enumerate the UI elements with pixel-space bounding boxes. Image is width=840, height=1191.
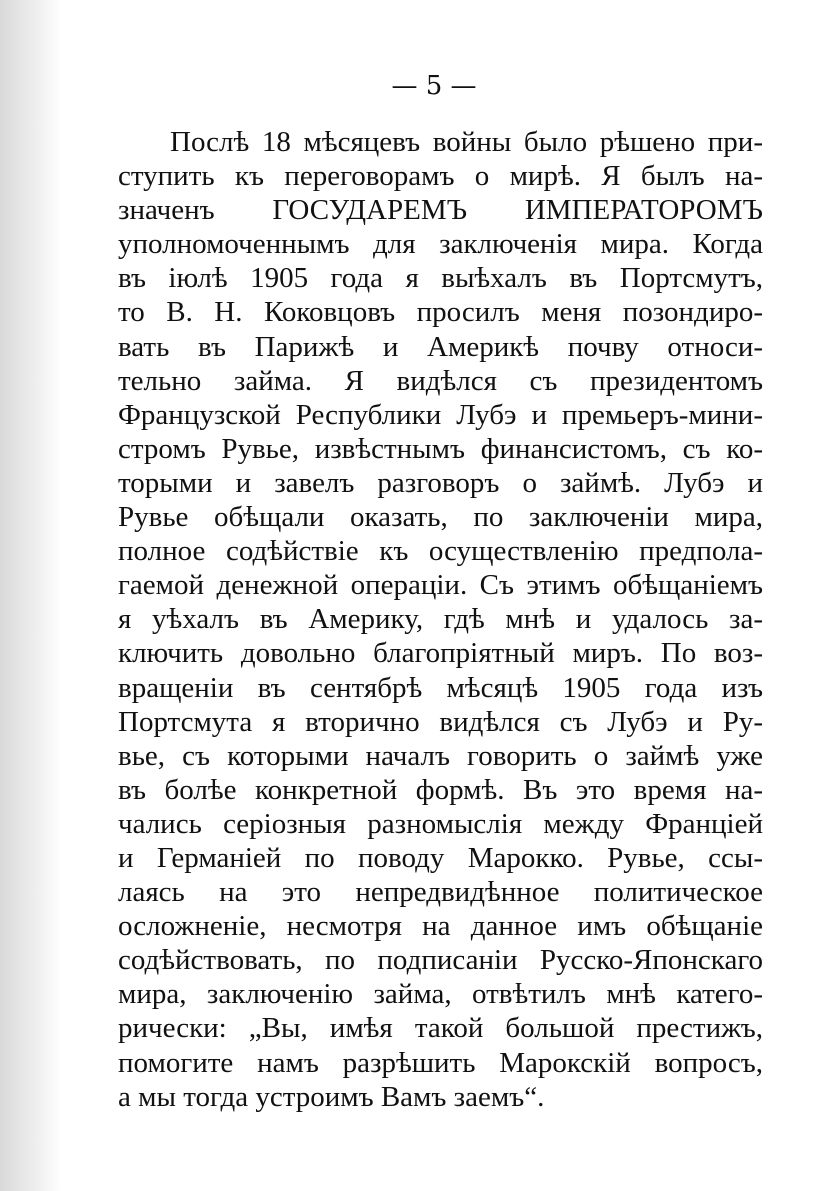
text-line: ключить довольно благопріятный миръ. По воз- [118, 637, 763, 670]
text-line: Французской Республики Лубэ и премьеръ-мини- [118, 398, 763, 431]
text-line: уполномоченнымъ для заключенія мира. Когда [118, 228, 763, 261]
text-line: торыми и завелъ разговоръ о займѣ. Лубэ и [118, 466, 763, 499]
text-line: вращеніи въ сентябрѣ мѣсяцѣ 1905 года изъ [118, 671, 763, 704]
text-line: гаемой денежной операціи. Съ этимъ обѣщаніемъ [118, 569, 763, 602]
text-line: значенъ ГОСУДАРЕМЪ ИМПЕРАТОРОМЪ [118, 194, 763, 227]
text-line: полное содѣйствіе къ осуществленію предпола- [118, 535, 763, 568]
text-line: чались серіозныя разномыслія между Франціей [118, 807, 763, 840]
text-line: лаясь на это непредвидѣнное политическое [118, 876, 763, 909]
text-line: а мы тогда устроимъ Вамъ заемъ“. [118, 1080, 545, 1113]
text-line: вать въ Парижѣ и Америкѣ почву относи- [118, 330, 763, 363]
text-line: вье, съ которыми началъ говорить о займѣ уже [118, 739, 763, 772]
text-line: мира, заключенію займа, отвѣтилъ мнѣ катего- [118, 978, 763, 1011]
text-line: стромъ Рувье, извѣстнымъ финансистомъ, съ ко- [118, 432, 763, 465]
text-line: и Германіей по поводу Марокко. Рувье, ссы- [118, 841, 763, 874]
text-line: въ болѣе конкретной формѣ. Въ это время на- [118, 773, 763, 806]
text-line: Рувье обѣщали оказать, по заключеніи мира, [118, 501, 763, 534]
text-line: содѣйствовать, по подписаніи Русско-Японскаго [118, 944, 763, 977]
text-line: ступить къ переговорамъ о мирѣ. Я былъ на- [118, 160, 763, 193]
text-line: тельно займа. Я видѣлся съ президентомъ [118, 364, 763, 397]
page-number: — 5 — [391, 71, 477, 101]
text-line: рически: „Вы, имѣя такой большой престижъ, [118, 1012, 763, 1045]
text-line: Портсмута я вторично видѣлся съ Лубэ и Ру- [118, 705, 763, 738]
text-line: помогите намъ разрѣшить Марокскій вопросъ, [118, 1046, 763, 1079]
text-line: осложненіе, несмотря на данное имъ обѣщаніе [118, 910, 763, 943]
text-line: то В. Н. Коковцовъ просилъ меня позондиро- [118, 296, 763, 329]
body-paragraph [118, 125, 763, 1114]
text-line: я уѣхалъ въ Америку, гдѣ мнѣ и удалось за- [118, 603, 763, 636]
page-gutter-shadow [0, 0, 62, 1191]
text-line: Послѣ 18 мѣсяцевъ войны было рѣшено при- [170, 126, 763, 158]
text-line: въ іюлѣ 1905 года я выѣхалъ въ Портсмутъ, [118, 262, 763, 295]
